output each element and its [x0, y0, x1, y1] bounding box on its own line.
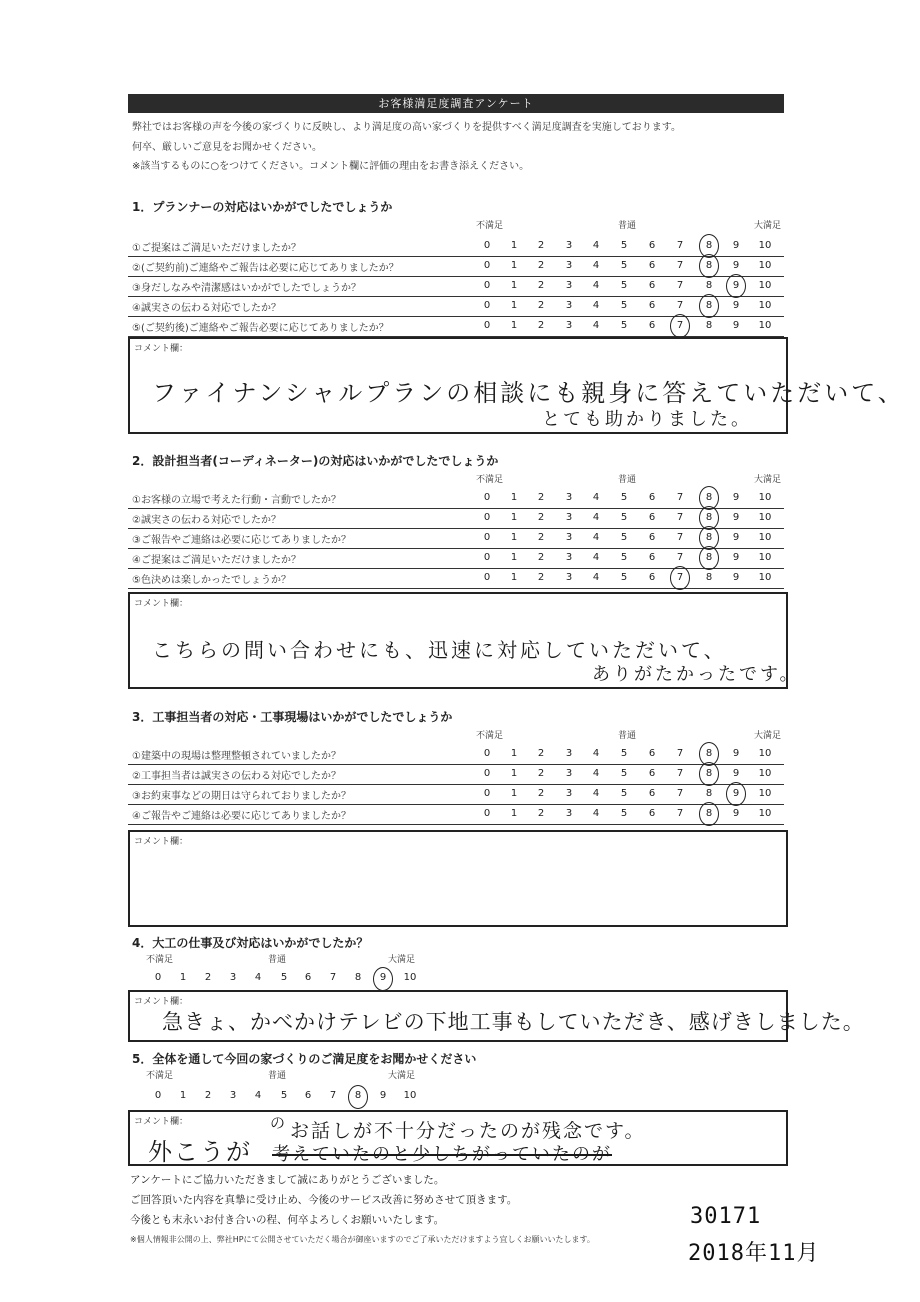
selected-rating-circle	[699, 762, 719, 786]
rating-option[interactable]: 7	[676, 492, 684, 503]
selected-rating-circle	[699, 294, 719, 318]
document-date: 2018年11月	[688, 1241, 820, 1266]
rating-option[interactable]: 3	[229, 1090, 237, 1101]
s4-scale-high: 大満足	[388, 955, 416, 965]
rating-option[interactable]: 1	[510, 280, 518, 291]
handwritten-comment-line: ありがたかったです。	[592, 664, 801, 685]
rating-option[interactable]: 9	[732, 808, 740, 819]
rating-option[interactable]: 0	[483, 260, 491, 271]
rating-option[interactable]: 2	[537, 532, 545, 543]
rating-option[interactable]: 2	[537, 280, 545, 291]
rating-option[interactable]: 7	[676, 748, 684, 759]
question-label: ③ご報告やご連絡は必要に応じてありましたか？	[132, 535, 351, 546]
rating-option[interactable]: 6	[648, 572, 656, 583]
rating-option[interactable]: 3	[565, 768, 573, 779]
rating-option[interactable]: 7	[676, 280, 684, 291]
rating-option[interactable]: 8	[705, 260, 713, 271]
scale-low: 不満足	[476, 475, 504, 485]
question-row	[128, 784, 784, 805]
s5-scale-high: 大満足	[388, 1071, 416, 1081]
rating-option[interactable]: 3	[565, 260, 573, 271]
selected-rating-circle	[699, 546, 719, 570]
rating-option[interactable]: 3	[565, 572, 573, 583]
rating-option[interactable]: 4	[592, 808, 600, 819]
rating-option[interactable]: 6	[648, 280, 656, 291]
section5-scale	[0, 1090, 920, 1106]
comment-label: コメント欄：	[134, 344, 189, 354]
rating-option[interactable]: 7	[676, 808, 684, 819]
question-label: ①ご提案はご満足いただけましたか？	[132, 243, 301, 254]
rating-option[interactable]: 4	[592, 788, 600, 799]
rating-option[interactable]: 6	[648, 320, 656, 331]
question-row	[128, 508, 784, 529]
rating-option[interactable]: 1	[510, 572, 518, 583]
rating-option[interactable]: 3	[565, 748, 573, 759]
question-label: ②(ご契約前)ご連絡やご報告は必要に応じてありましたか？	[132, 263, 399, 274]
rating-option[interactable]: 4	[592, 280, 600, 291]
question-row	[128, 316, 784, 337]
rating-option[interactable]: 0	[483, 512, 491, 523]
rating-option[interactable]: 7	[676, 240, 684, 251]
rating-option[interactable]: 10	[758, 260, 772, 271]
rating-option[interactable]: 2	[537, 300, 545, 311]
question-label: ④ご報告やご連絡は必要に応じてありましたか？	[132, 811, 351, 822]
rating-option[interactable]: 8	[705, 320, 713, 331]
document-id: 30171	[690, 1204, 762, 1229]
rating-option[interactable]: 3	[565, 320, 573, 331]
question-row	[128, 568, 784, 589]
question-label: ②誠実さの伝わる対応でしたか？	[132, 515, 281, 526]
rating-option[interactable]: 4	[592, 748, 600, 759]
section5-comment-struck: 考えていたのと少しちがっていたのが	[272, 1144, 612, 1165]
question-row	[128, 744, 784, 765]
rating-option[interactable]: 2	[537, 768, 545, 779]
rating-option[interactable]: 10	[758, 808, 772, 819]
rating-option[interactable]: 5	[620, 808, 628, 819]
rating-option[interactable]: 10	[758, 240, 772, 251]
s4-scale-mid: 普通	[268, 955, 287, 965]
rating-option[interactable]: 6	[648, 788, 656, 799]
rating-option[interactable]: 8	[705, 552, 713, 563]
intro-line-3: ※該当するものに○をつけてください。コメント欄に評価の理由をお書き添えください。	[132, 161, 530, 172]
rating-option[interactable]: 1	[179, 972, 187, 983]
rating-option[interactable]: 2	[537, 552, 545, 563]
section2-title: 2．設計担当者(コーディネーター)の対応はいかがでしたでしょうか	[132, 454, 499, 468]
rating-option[interactable]: 10	[758, 748, 772, 759]
question-label: ①お客様の立場で考えた行動・言動でしたか？	[132, 495, 341, 506]
rating-option[interactable]: 4	[254, 1090, 262, 1101]
handwritten-comment-line: とても助かりました。	[542, 409, 752, 430]
section2-comment-box[interactable]	[128, 592, 801, 689]
section4-scale	[0, 972, 920, 988]
rating-option[interactable]: 9	[379, 972, 387, 983]
rating-option[interactable]: 2	[537, 492, 545, 503]
rating-option[interactable]: 10	[758, 572, 772, 583]
rating-option[interactable]: 8	[705, 572, 713, 583]
scale-mid: 普通	[618, 475, 637, 485]
rating-option[interactable]: 9	[732, 320, 740, 331]
rating-option[interactable]: 1	[179, 1090, 187, 1101]
rating-option[interactable]: 9	[732, 492, 740, 503]
rating-option[interactable]: 2	[537, 260, 545, 271]
rating-option[interactable]: 5	[620, 492, 628, 503]
rating-option[interactable]: 0	[154, 972, 162, 983]
rating-option[interactable]: 4	[592, 552, 600, 563]
rating-option[interactable]: 8	[705, 240, 713, 251]
rating-option[interactable]: 1	[510, 260, 518, 271]
rating-option[interactable]: 8	[705, 512, 713, 523]
section3-title: 3．工事担当者の対応・工事現場はいかがでしたでしょうか	[132, 710, 453, 724]
rating-option[interactable]: 3	[565, 280, 573, 291]
section5-comment-insert: お話しが不十分だったのが残念です。	[290, 1120, 646, 1142]
rating-option[interactable]: 7	[329, 972, 337, 983]
rating-option[interactable]: 8	[705, 300, 713, 311]
rating-option[interactable]: 9	[732, 240, 740, 251]
rating-option[interactable]: 8	[705, 280, 713, 291]
selected-rating-circle	[373, 967, 393, 991]
rating-option[interactable]: 7	[676, 260, 684, 271]
rating-option[interactable]: 7	[676, 788, 684, 799]
s5-scale-mid: 普通	[268, 1071, 287, 1081]
rating-option[interactable]: 10	[758, 788, 772, 799]
question-row	[128, 548, 784, 569]
scale-high: 大満足	[754, 731, 782, 741]
question-row	[128, 528, 784, 549]
rating-option[interactable]: 9	[732, 748, 740, 759]
selected-rating-circle	[348, 1085, 368, 1109]
rating-option[interactable]: 9	[732, 300, 740, 311]
question-row	[128, 764, 784, 785]
question-row	[128, 236, 784, 257]
rating-option[interactable]: 5	[280, 1090, 288, 1101]
rating-option[interactable]: 9	[732, 788, 740, 799]
question-label: ③身だしなみや清潔感はいかがでしたでしょうか？	[132, 283, 361, 294]
rating-option[interactable]: 1	[510, 788, 518, 799]
rating-option[interactable]: 3	[565, 808, 573, 819]
question-label: ⑤(ご契約後)ご連絡やご報告必要に応じてありましたか？	[132, 323, 389, 334]
rating-option[interactable]: 1	[510, 320, 518, 331]
selected-rating-circle	[670, 314, 690, 338]
rating-option[interactable]: 0	[483, 748, 491, 759]
rating-option[interactable]: 1	[510, 532, 518, 543]
rating-option[interactable]: 10	[758, 532, 772, 543]
rating-option[interactable]: 0	[483, 572, 491, 583]
question-label: ②工事担当者は誠実さの伝わる対応でしたか？	[132, 771, 341, 782]
rating-option[interactable]: 2	[537, 788, 545, 799]
rating-option[interactable]: 10	[758, 492, 772, 503]
rating-option[interactable]: 1	[510, 492, 518, 503]
rating-option[interactable]: 10	[758, 320, 772, 331]
rating-option[interactable]: 0	[483, 552, 491, 563]
rating-option[interactable]: 6	[648, 492, 656, 503]
privacy-note: ※個人情報非公開の上、弊社HPにて公開させていただく場合が御座いますのでご了承いただけますよう宜しくお願いいたします。	[130, 1235, 595, 1244]
s4-scale-low: 不満足	[146, 955, 174, 965]
scale-high: 大満足	[754, 221, 782, 231]
footer-line-1: アンケートにご協力いただきまして誠にありがとうございました。	[130, 1174, 445, 1186]
rating-option[interactable]: 0	[483, 788, 491, 799]
rating-option[interactable]: 10	[403, 1090, 417, 1101]
rating-option[interactable]: 6	[648, 808, 656, 819]
rating-option[interactable]: 1	[510, 552, 518, 563]
section5-title: 5．全体を通して今回の家づくりのご満足度をお聞かせください	[132, 1052, 477, 1066]
rating-option[interactable]: 9	[732, 512, 740, 523]
rating-option[interactable]: 9	[732, 552, 740, 563]
rating-option[interactable]: 0	[483, 300, 491, 311]
selected-rating-circle	[699, 254, 719, 278]
comment-label: コメント欄：	[134, 837, 189, 847]
rating-option[interactable]: 8	[354, 1090, 362, 1101]
rating-option[interactable]: 2	[537, 572, 545, 583]
rating-option[interactable]: 7	[676, 532, 684, 543]
question-label: ③お約束事などの期日は守られておりましたか？	[132, 791, 351, 802]
rating-option[interactable]: 7	[329, 1090, 337, 1101]
question-label: ①建築中の現場は整理整頓されていましたか？	[132, 751, 341, 762]
footer-line-2: ご回答頂いた内容を真摯に受け止め、今後のサービス改善に努めさせて頂きます。	[130, 1194, 518, 1206]
rating-option[interactable]: 0	[483, 320, 491, 331]
section3-comment-box[interactable]	[128, 830, 788, 927]
rating-option[interactable]: 3	[565, 512, 573, 523]
section4-title: 4．大工の仕事及び対応はいかがでしたか？	[132, 936, 369, 950]
handwritten-comment-line: こちらの問い合わせにも、迅速に対応していただいて、	[152, 638, 727, 662]
rating-option[interactable]: 9	[732, 532, 740, 543]
selected-rating-circle	[726, 782, 746, 806]
rating-option[interactable]: 6	[648, 240, 656, 251]
rating-option[interactable]: 9	[732, 280, 740, 291]
rating-option[interactable]: 5	[280, 972, 288, 983]
rating-option[interactable]: 6	[648, 260, 656, 271]
rating-option[interactable]: 6	[648, 300, 656, 311]
rating-option[interactable]: 0	[483, 492, 491, 503]
question-label: ④ご提案はご満足いただけましたか？	[132, 555, 301, 566]
rating-option[interactable]: 8	[705, 492, 713, 503]
question-row	[128, 488, 784, 509]
rating-option[interactable]: 9	[732, 260, 740, 271]
rating-option[interactable]: 1	[510, 512, 518, 523]
rating-option[interactable]: 4	[592, 532, 600, 543]
section5-comment-insert-no: の	[270, 1114, 289, 1132]
rating-option[interactable]: 2	[537, 320, 545, 331]
rating-option[interactable]: 7	[676, 300, 684, 311]
rating-option[interactable]: 8	[705, 532, 713, 543]
rating-option[interactable]: 5	[620, 768, 628, 779]
rating-option[interactable]: 6	[304, 1090, 312, 1101]
rating-option[interactable]: 10	[758, 280, 772, 291]
selected-rating-circle	[699, 802, 719, 826]
rating-option[interactable]: 10	[403, 972, 417, 983]
rating-option[interactable]: 0	[483, 808, 491, 819]
section4-comment-box[interactable]	[128, 990, 865, 1042]
question-label: ⑤色決めは楽しかったでしょうか？	[132, 575, 291, 586]
rating-option[interactable]: 2	[204, 972, 212, 983]
rating-option[interactable]: 10	[758, 768, 772, 779]
rating-option[interactable]: 5	[620, 532, 628, 543]
rating-option[interactable]: 5	[620, 320, 628, 331]
rating-option[interactable]: 4	[254, 972, 262, 983]
rating-option[interactable]: 0	[483, 532, 491, 543]
rating-option[interactable]: 10	[758, 552, 772, 563]
question-row	[128, 256, 784, 277]
rating-option[interactable]: 8	[705, 748, 713, 759]
scale-high: 大満足	[754, 475, 782, 485]
rating-option[interactable]: 8	[705, 788, 713, 799]
rating-option[interactable]: 3	[229, 972, 237, 983]
scale-mid: 普通	[618, 221, 637, 231]
rating-option[interactable]: 3	[565, 532, 573, 543]
rating-option[interactable]: 4	[592, 492, 600, 503]
rating-option[interactable]: 8	[354, 972, 362, 983]
rating-option[interactable]: 0	[154, 1090, 162, 1101]
rating-option[interactable]: 2	[204, 1090, 212, 1101]
footer-line-3: 今後とも末永いお付き合いの程、何卒よろしくお願いいたします。	[130, 1214, 445, 1226]
question-row	[128, 804, 784, 825]
section5-comment-main: 外こうが	[148, 1138, 252, 1166]
rating-option[interactable]: 5	[620, 512, 628, 523]
rating-option[interactable]: 10	[758, 512, 772, 523]
rating-option[interactable]: 5	[620, 748, 628, 759]
comment-label: コメント欄：	[134, 1117, 189, 1127]
rating-option[interactable]: 1	[510, 300, 518, 311]
rating-option[interactable]: 7	[676, 572, 684, 583]
rating-option[interactable]: 6	[648, 532, 656, 543]
rating-option[interactable]: 1	[510, 768, 518, 779]
question-label: ④誠実さの伝わる対応でしたか？	[132, 303, 281, 314]
comment-label: コメント欄：	[134, 599, 189, 609]
rating-option[interactable]: 5	[620, 300, 628, 311]
rating-option[interactable]: 4	[592, 320, 600, 331]
rating-option[interactable]: 6	[648, 512, 656, 523]
rating-option[interactable]: 2	[537, 808, 545, 819]
rating-option[interactable]: 4	[592, 768, 600, 779]
rating-option[interactable]: 0	[483, 280, 491, 291]
rating-option[interactable]: 6	[648, 552, 656, 563]
rating-option[interactable]: 1	[510, 748, 518, 759]
rating-option[interactable]: 5	[620, 552, 628, 563]
rating-option[interactable]: 4	[592, 240, 600, 251]
rating-option[interactable]: 3	[565, 552, 573, 563]
rating-option[interactable]: 0	[483, 240, 491, 251]
rating-option[interactable]: 8	[705, 768, 713, 779]
rating-option[interactable]: 5	[620, 240, 628, 251]
rating-option[interactable]: 3	[565, 300, 573, 311]
rating-option[interactable]: 1	[510, 240, 518, 251]
rating-option[interactable]: 2	[537, 240, 545, 251]
rating-option[interactable]: 9	[379, 1090, 387, 1101]
intro-line-2: 何卒、厳しいご意見をお聞かせください。	[132, 142, 322, 153]
section1-title: 1．プランナーの対応はいかがでしたでしょうか	[132, 200, 393, 214]
selected-rating-circle	[726, 274, 746, 298]
rating-option[interactable]: 5	[620, 572, 628, 583]
rating-option[interactable]: 6	[648, 748, 656, 759]
rating-option[interactable]: 0	[483, 768, 491, 779]
section4-comment: 急きょ、かべかけテレビの下地工事もしていただき、感げきしました。	[162, 1010, 865, 1034]
rating-option[interactable]: 4	[592, 572, 600, 583]
survey-title: お客様満足度調査アンケート	[128, 94, 784, 113]
rating-option[interactable]: 4	[592, 260, 600, 271]
comment-label: コメント欄：	[134, 997, 189, 1007]
rating-option[interactable]: 6	[648, 768, 656, 779]
rating-option[interactable]: 9	[732, 768, 740, 779]
rating-option[interactable]: 7	[676, 512, 684, 523]
s5-scale-low: 不満足	[146, 1071, 174, 1081]
question-row	[128, 296, 784, 317]
scale-mid: 普通	[618, 731, 637, 741]
rating-option[interactable]: 7	[676, 768, 684, 779]
section5-comment-box[interactable]	[128, 1110, 788, 1166]
rating-option[interactable]: 5	[620, 260, 628, 271]
rating-option[interactable]: 2	[537, 512, 545, 523]
rating-option[interactable]: 8	[705, 808, 713, 819]
rating-option[interactable]: 5	[620, 788, 628, 799]
rating-option[interactable]: 3	[565, 492, 573, 503]
rating-option[interactable]: 10	[758, 300, 772, 311]
question-row	[128, 276, 784, 297]
rating-option[interactable]: 3	[565, 788, 573, 799]
rating-option[interactable]: 5	[620, 280, 628, 291]
rating-option[interactable]: 4	[592, 512, 600, 523]
scale-low: 不満足	[476, 731, 504, 741]
rating-option[interactable]: 2	[537, 748, 545, 759]
rating-option[interactable]: 6	[304, 972, 312, 983]
section1-comment-box[interactable]	[128, 337, 905, 434]
rating-option[interactable]: 9	[732, 572, 740, 583]
intro-line-1: 弊社ではお客様の声を今後の家づくりに反映し、より満足度の高い家づくりを提供すべく満足度調査を実施しております。	[132, 122, 681, 133]
rating-option[interactable]: 3	[565, 240, 573, 251]
rating-option[interactable]: 7	[676, 552, 684, 563]
selected-rating-circle	[670, 566, 690, 590]
rating-option[interactable]: 1	[510, 808, 518, 819]
rating-option[interactable]: 4	[592, 300, 600, 311]
scale-low: 不満足	[476, 221, 504, 231]
handwritten-comment-line: ファイナンシャルプランの相談にも親身に答えていただいて、	[152, 379, 905, 407]
rating-option[interactable]: 7	[676, 320, 684, 331]
